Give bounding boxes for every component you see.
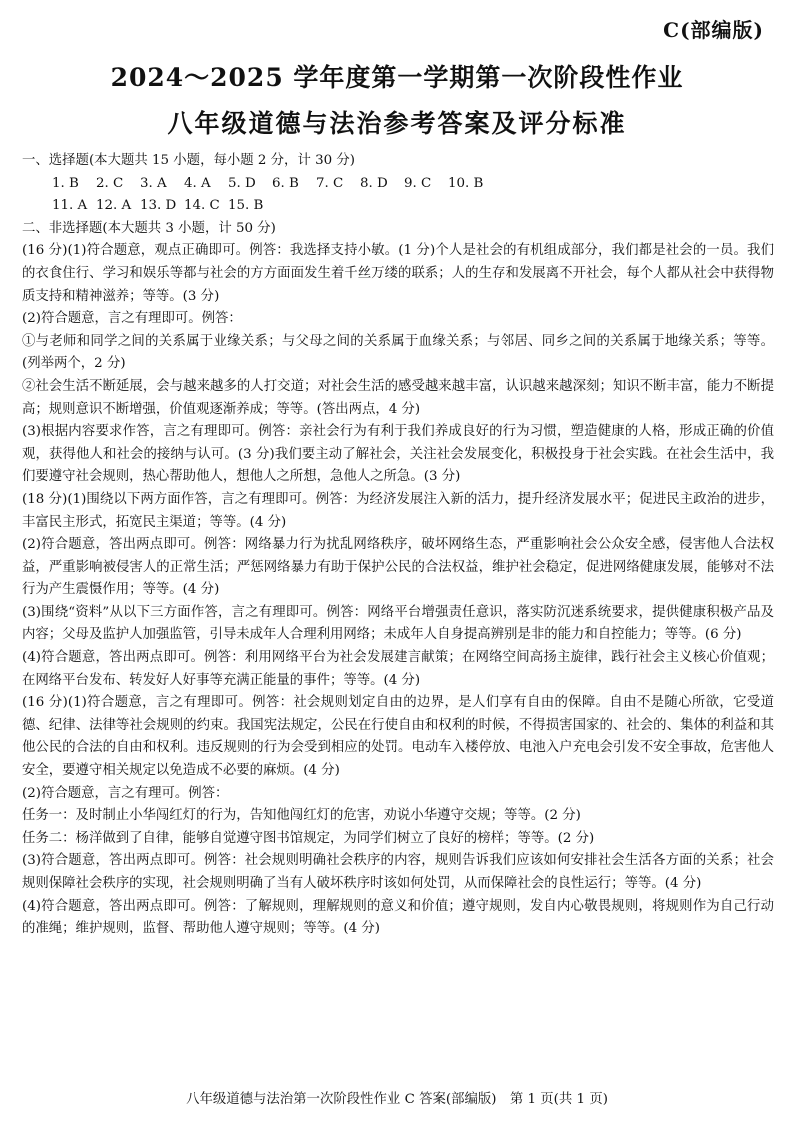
answer-paragraph: (2)符合题意，言之有理即可。例答：: [22, 311, 242, 327]
answer-paragraph: ①与老师和同学之间的关系属于业缘关系；与父母之间的关系属于血缘关系；与邻居、同乡之间的关系属于地缘关系；等等。(列举两个，2 分): [22, 333, 774, 372]
choice-answers-row-1: [22, 173, 774, 196]
answer-paragraph: (2)符合题意，言之有理可。例答：: [22, 785, 229, 801]
answer-item: 13. D: [140, 198, 177, 214]
answer-item: 15. B: [228, 198, 264, 214]
answer-paragraph: (16 分)(1)符合题意，言之有理即可。例答：社会规则划定自由的边界，是人们享有自由的保障。自由不是随心所欲，它受道德、纪律、法律等社会规则的约束。我国宪法规定，公民在行使自由和权利的时候，不得损害国家的、社会的、集体的利益和其他公民的合法的自由和权利。违反规则的行为会受到相应的处罚。电动车入楼停放、电池入户充电会引发不安全事故，危害他人安全，要遵守相关规定以免造成不必要的麻烦。(4 分): [22, 695, 774, 779]
answer-item: 11. A: [52, 198, 88, 214]
question-number: [0, 692, 22, 715]
section-heading-choice: 一、选择题(本大题共 15 小题，每小题 2 分，计 30 分): [22, 153, 356, 168]
answer-item: 2. C: [96, 175, 124, 191]
answer-paragraph: (2)符合题意，答出两点即可。例答：网络暴力行为扰乱网络秩序，破坏网络生态，严重影响社会公众安全感，侵害他人合法权益，严重影响被侵害人的正常生活；严惩网络暴力有助于保护公民的合法权益，维护社会稳定，促进网络健康发展，能够对不法行为产生震慑作用；等等。(4 分): [22, 537, 774, 598]
answer-content: [22, 150, 774, 941]
edition-label: C(部编版): [663, 18, 764, 42]
answer-paragraph: (4)符合题意，答出两点即可。例答：了解规则，理解规则的意义和价值；遵守规则，发自内心敬畏规则，将规则作为自己行动的准绳；维护规则，监督、帮助他人遵守规则；等等。(4 分): [22, 898, 774, 937]
answer-item: 10. B: [448, 175, 484, 191]
question-17: [22, 489, 774, 692]
answer-item: 4. A: [184, 175, 211, 191]
answer-paragraph: 任务二：杨洋做到了自律，能够自觉遵守图书馆规定，为同学们树立了良好的榜样；等等。(2 分): [22, 830, 595, 846]
answer-paragraph: (3)围绕“资料”从以下三方面作答，言之有理即可。例答：网络平台增强责任意识，落实防沉迷系统要求，提供健康积极产品及内容；父母及监护人加强监管，引导未成年人合理利用网络；未成年人自身提高辨别是非的能力和自控能力；等等。(6 分): [22, 604, 774, 643]
answer-paragraph: ②社会生活不断延展，会与越来越多的人打交道；对社会生活的感受越来越丰富，认识越来越深刻；知识不断丰富，能力不断提高；规则意识不断增强，价值观逐渐养成；等等。(答出两点，4 分): [22, 378, 774, 417]
answer-item: 8. D: [360, 175, 388, 191]
choice-answers-row-2: [22, 195, 774, 218]
question-16: [22, 240, 774, 489]
page-subtitle: 八年级道德与法治参考答案及评分标准: [167, 109, 627, 138]
page-footer: 八年级道德与法治第一次阶段性作业 C 答案(部编版) 第 1 页(共 1 页): [186, 1092, 608, 1107]
answer-item: 3. A: [140, 175, 167, 191]
answer-paragraph: (4)符合题意，答出两点即可。例答：利用网络平台为社会发展建言献策；在网络空间高扬主旋律，践行社会主义核心价值观；在网络平台发布、转发好人好事等充满正能量的事件；等等。(4 分): [22, 650, 774, 688]
answer-paragraph: (16 分)(1)符合题意，观点正确即可。例答：我选择支持小敏。(1 分)个人是社会的有机组成部分，我们都是社会的一员。我们的衣食住行、学习和娱乐等都与社会的方方面面发生着千丝万缕的联系；人的生存和发展离不开社会，每个人都从社会中获得物质支持和精神滋养；等等。(3 分): [22, 243, 774, 304]
question-number: [0, 489, 22, 512]
answer-paragraph: 任务一：及时制止小华闯红灯的行为，告知他闯红灯的危害，劝说小华遵守交规；等等。(2 分): [22, 808, 581, 824]
answer-item: 6. B: [272, 175, 299, 191]
page-title: 2024～2025 学年度第一学期第一次阶段性作业: [110, 63, 684, 92]
answer-item: 14. C: [184, 198, 220, 214]
section-heading-nonchoice: 二、非选择题(本大题共 3 小题，计 50 分): [22, 220, 276, 236]
question-number: [0, 240, 22, 263]
answer-paragraph: (3)根据内容要求作答，言之有理即可。例答：亲社会行为有利于我们养成良好的行为习惯，塑造健康的人格，形成正确的价值观，获得他人和社会的接纳与认可。(3 分)我们要主动了解社会，关注社会发展变化，积极投身于社会实践。在社会生活中，我们要遵守社会规则，热心帮助他人，想他人之所想，急他人之所急。(3 分): [22, 424, 774, 485]
answer-item: 9. C: [404, 175, 432, 191]
answer-item: 1. B: [52, 175, 79, 191]
question-18: [22, 692, 774, 941]
answer-item: 7. C: [316, 175, 344, 191]
answer-paragraph: (18 分)(1)围绕以下两方面作答，言之有理即可。例答：为经济发展注入新的活力，提升经济发展水平；促进民主政治的进步，丰富民主形式，拓宽民主渠道；等等。(4 分): [22, 491, 774, 530]
answer-item: 12. A: [96, 198, 132, 214]
answer-item: 5. D: [228, 175, 256, 191]
answer-paragraph: (3)符合题意，答出两点即可。例答：社会规则明确社会秩序的内容，规则告诉我们应该如何安排社会生活各方面的关系；社会规则保障社会秩序的实现，社会规则明确了当有人破坏秩序时该如何处罚，从而保障社会的良性运行；等等。(4 分): [22, 853, 774, 891]
